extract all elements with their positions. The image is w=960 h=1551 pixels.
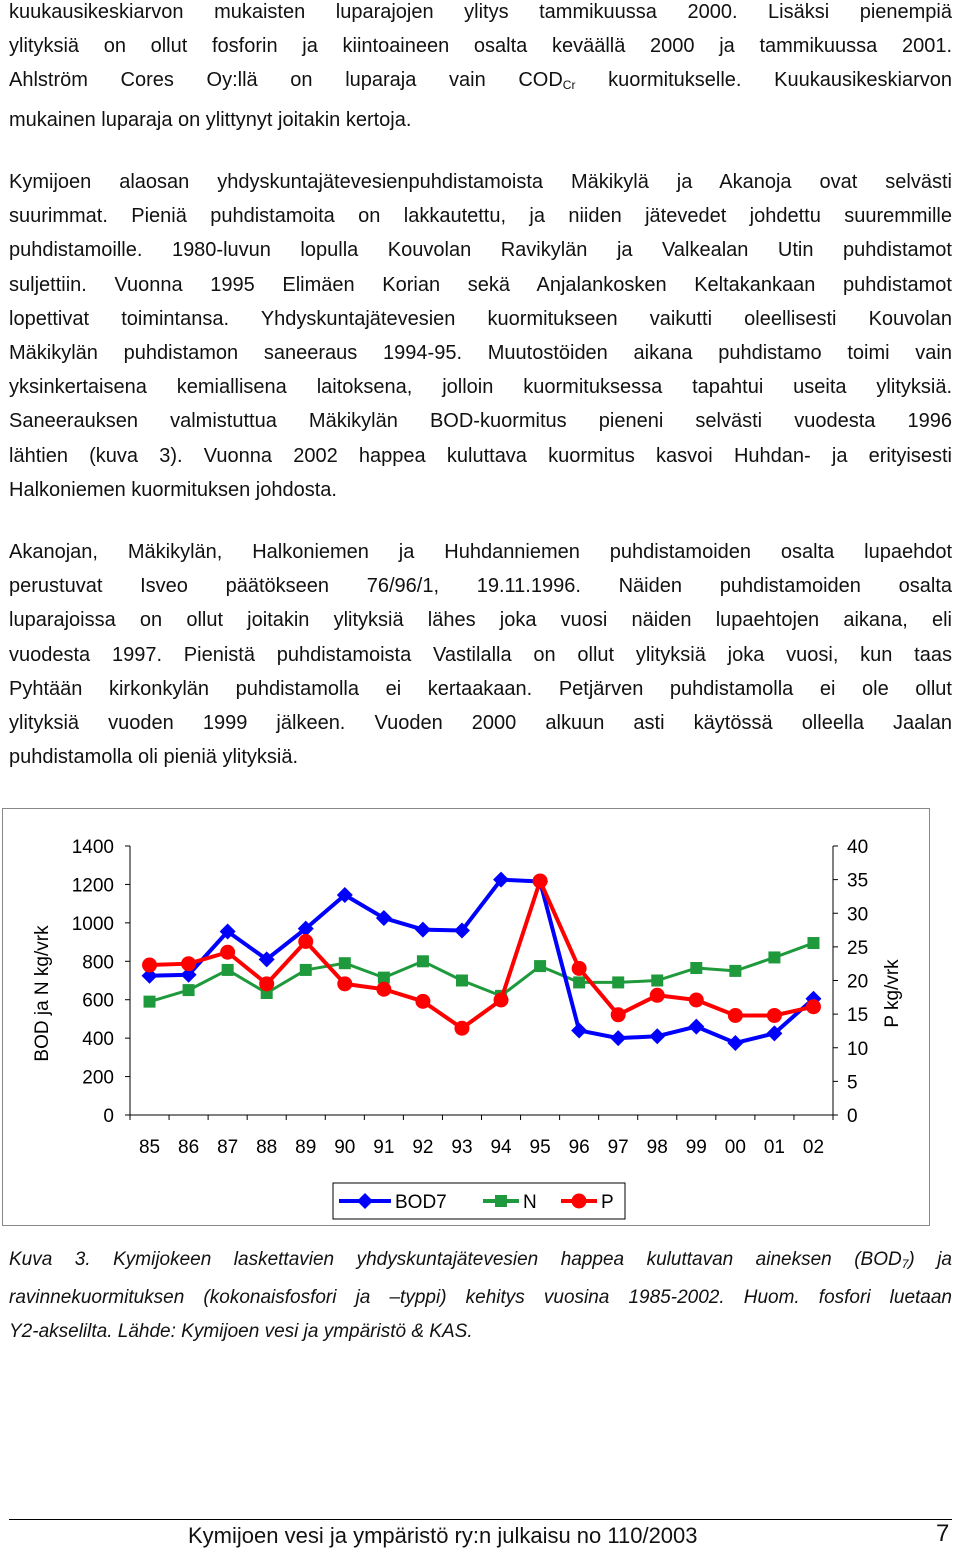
y2-tick-label: 25 bbox=[847, 937, 869, 959]
data-point bbox=[573, 976, 585, 988]
data-point bbox=[339, 957, 351, 969]
line-chart bbox=[3, 809, 929, 1225]
text-line: puhdistamoille. 1980-luvun lopulla Kouvolan Ravikylän ja Valkealan Utin puhdistamot bbox=[9, 239, 952, 262]
footer-publication: Kymijoen vesi ja ympäristö ry:n julkaisu no 110/2003 bbox=[188, 1523, 698, 1548]
data-point bbox=[572, 961, 587, 976]
data-point bbox=[768, 951, 780, 963]
data-point bbox=[495, 1195, 507, 1207]
caption-line: Y2-akselilta. Lähde: Kymijoen vesi ja ympäristö & KAS. bbox=[9, 1321, 473, 1342]
data-point bbox=[651, 975, 663, 987]
y-tick-label: 600 bbox=[82, 990, 114, 1012]
data-point bbox=[337, 976, 352, 991]
caption-line: ravinnekuormituksen (kokonaisfosfori ja –typpi) kehitys vuosina 1985-2002. Huom. fosfori luetaan bbox=[9, 1287, 952, 1308]
y2-tick-label: 30 bbox=[847, 904, 869, 926]
data-point bbox=[571, 1022, 587, 1038]
data-point bbox=[454, 1021, 469, 1036]
x-tick-label: 91 bbox=[373, 1137, 395, 1158]
paragraph-1 bbox=[9, 0, 952, 137]
data-point bbox=[727, 1035, 743, 1051]
data-point bbox=[298, 934, 313, 949]
paragraph-3 bbox=[9, 535, 952, 774]
x-tick-label: 02 bbox=[802, 1137, 825, 1158]
data-point bbox=[611, 1007, 626, 1022]
footer-rule bbox=[9, 1519, 952, 1520]
data-point bbox=[807, 937, 819, 949]
data-point bbox=[181, 956, 196, 971]
x-tick-label: 87 bbox=[217, 1137, 239, 1158]
data-point bbox=[688, 1019, 704, 1035]
y-tick-label: 400 bbox=[82, 1029, 114, 1051]
data-point bbox=[300, 964, 312, 976]
text-line: mukainen luparaja on ylittynyt joitakin kertoja. bbox=[9, 108, 412, 131]
caption-line: Kuva 3. Kymijokeen laskettavien yhdyskuntajätevesien happea kuluttavan aineksen $(BOD_7)$ ja bbox=[9, 1249, 952, 1271]
text-line: Akanojan, Mäkikylän, Halkoniemen ja Huhdanniemen puhdistamoiden osalta lupaehdot bbox=[9, 541, 952, 563]
text-line: Halkoniemen kuormituksen johdosta. bbox=[9, 478, 337, 501]
text-line: lopettivat toimintansa. Yhdyskuntajätevesien kuormitukseen vaikutti oleellisesti Kouvolan bbox=[9, 307, 952, 330]
legend-label: BOD7 bbox=[395, 1192, 447, 1213]
x-tick-label: 93 bbox=[451, 1137, 473, 1158]
text-line: Pyhtään kirkonkylän puhdistamolla ei kertaakaan. Petjärven puhdistamolla ei ole ollut bbox=[9, 677, 952, 700]
y-tick-label: 1400 bbox=[71, 837, 114, 858]
y2-axis-label: P kg/vrk bbox=[882, 959, 903, 1028]
text-line: luparajoissa on ollut joitakin ylityksiä lähes joka vuosi näiden lupaehtojen aikana, eli bbox=[9, 609, 952, 632]
text-line: suljettiin. Vuonna 1995 Elimäen Korian sekä Anjalankosken Keltakankaan puhdistamot bbox=[9, 273, 952, 296]
text-line: ylityksiä on ollut fosforin ja kiintoaineen osalta keväällä 2000 ja tammikuussa 2001. bbox=[9, 35, 952, 58]
text-line: kuukausikeskiarvon mukaisten luparajojen ylitys tammikuussa 2000. Lisäksi pienempiä bbox=[9, 1, 952, 23]
series-line-bod7 bbox=[150, 880, 814, 1043]
data-point bbox=[417, 955, 429, 967]
text-line: Saneerauksen valmistuttua Mäkikylän BOD-kuormitus pieneni selvästi vuodesta 1996 bbox=[9, 410, 952, 433]
legend-label: P bbox=[601, 1192, 614, 1213]
y2-tick-label: 5 bbox=[847, 1072, 858, 1094]
text-line: yksinkertaisena kemiallisena laitoksena, jolloin kuormituksessa tapahtui useita ylityksiä. bbox=[9, 376, 952, 399]
y2-tick-label: 15 bbox=[847, 1005, 869, 1027]
data-point bbox=[142, 958, 157, 973]
text-line: Mäkikylän puhdistamon saneeraus 1994-95. Muutostöiden aikana puhdistamo toimi vain bbox=[9, 342, 952, 365]
data-point bbox=[806, 999, 821, 1014]
x-tick-label: 97 bbox=[607, 1137, 629, 1158]
data-point bbox=[376, 982, 391, 997]
paragraph-2 bbox=[9, 165, 952, 507]
y2-tick-label: 40 bbox=[847, 837, 869, 858]
x-tick-label: 89 bbox=[295, 1137, 317, 1158]
data-point bbox=[259, 976, 274, 991]
data-point bbox=[456, 975, 468, 987]
y-axis-label: BOD ja N kg/vrk bbox=[32, 925, 53, 1062]
data-point bbox=[729, 965, 741, 977]
data-point bbox=[183, 984, 195, 996]
y-tick-label: 1200 bbox=[71, 875, 114, 897]
y-tick-label: 1000 bbox=[71, 913, 114, 935]
data-point bbox=[649, 1028, 665, 1044]
y-tick-label: 0 bbox=[103, 1106, 114, 1127]
y2-tick-label: 20 bbox=[847, 971, 869, 993]
data-point bbox=[415, 922, 431, 938]
x-tick-label: 92 bbox=[412, 1137, 434, 1158]
x-tick-label: 88 bbox=[256, 1137, 278, 1158]
data-point bbox=[534, 960, 546, 972]
y2-tick-label: 0 bbox=[847, 1106, 858, 1127]
x-tick-label: 94 bbox=[490, 1137, 512, 1158]
y-tick-label: 200 bbox=[82, 1067, 114, 1089]
text-line: Kymijoen alaosan yhdyskuntajätevesienpuhdistamoista Mäkikylä ja Akanoja ovat selvästi bbox=[9, 171, 952, 193]
data-point bbox=[767, 1008, 782, 1023]
x-tick-label: 96 bbox=[568, 1137, 590, 1158]
data-point bbox=[689, 993, 704, 1008]
text-line: lähtien (kuva 3). Vuonna 2002 happea kuluttava kuormitus kasvoi Huhdan- ja erityisesti bbox=[9, 444, 952, 467]
chart-frame bbox=[2, 808, 930, 1226]
data-point bbox=[220, 945, 235, 960]
text-line: suurimmat. Pieniä puhdistamoita on lakkautettu, ja niiden jätevedet johdettu suuremmille bbox=[9, 205, 952, 228]
data-point bbox=[610, 1030, 626, 1046]
series-line-n bbox=[150, 943, 814, 1002]
text-line: puhdistamolla oli pieniä ylityksiä. bbox=[9, 746, 299, 769]
data-point bbox=[415, 994, 430, 1009]
y2-tick-label: 10 bbox=[847, 1038, 869, 1060]
text-line: ylityksiä vuoden 1999 jälkeen. Vuoden 2000 alkuun asti käytössä olleella Jaalan bbox=[9, 712, 952, 735]
legend-label: N bbox=[523, 1192, 537, 1213]
text-line: Ahlström Cores Oy:llä on luparaja vain $COD_{Cr}$ kuormitukselle. Kuukausikeskiarvon bbox=[9, 69, 952, 93]
x-tick-label: 01 bbox=[763, 1137, 785, 1158]
data-point bbox=[222, 964, 234, 976]
data-point bbox=[533, 873, 548, 888]
data-point bbox=[690, 962, 702, 974]
x-tick-label: 00 bbox=[724, 1137, 746, 1158]
data-point bbox=[650, 988, 665, 1003]
x-tick-label: 90 bbox=[334, 1137, 356, 1158]
x-tick-label: 95 bbox=[529, 1137, 551, 1158]
data-point bbox=[728, 1008, 743, 1023]
x-tick-label: 99 bbox=[685, 1137, 707, 1158]
text-line: perustuvat Isveo päätökseen 76/96/1, 19.11.1996. Näiden puhdistamoiden osalta bbox=[9, 575, 952, 598]
x-tick-label: 85 bbox=[138, 1137, 161, 1158]
text-line: vuodesta 1997. Pienistä puhdistamoista Vastilalla on ollut ylityksiä joka vuosi, kun taas bbox=[9, 643, 952, 666]
y2-tick-label: 35 bbox=[847, 870, 869, 892]
data-point bbox=[144, 996, 156, 1008]
data-point bbox=[494, 993, 509, 1008]
page-number: 7 bbox=[936, 1520, 950, 1547]
data-point bbox=[572, 1194, 587, 1209]
y-tick-label: 800 bbox=[82, 952, 114, 974]
figure-caption bbox=[9, 1243, 952, 1349]
x-tick-label: 86 bbox=[178, 1137, 200, 1158]
data-point bbox=[612, 976, 624, 988]
x-tick-label: 98 bbox=[646, 1137, 668, 1158]
